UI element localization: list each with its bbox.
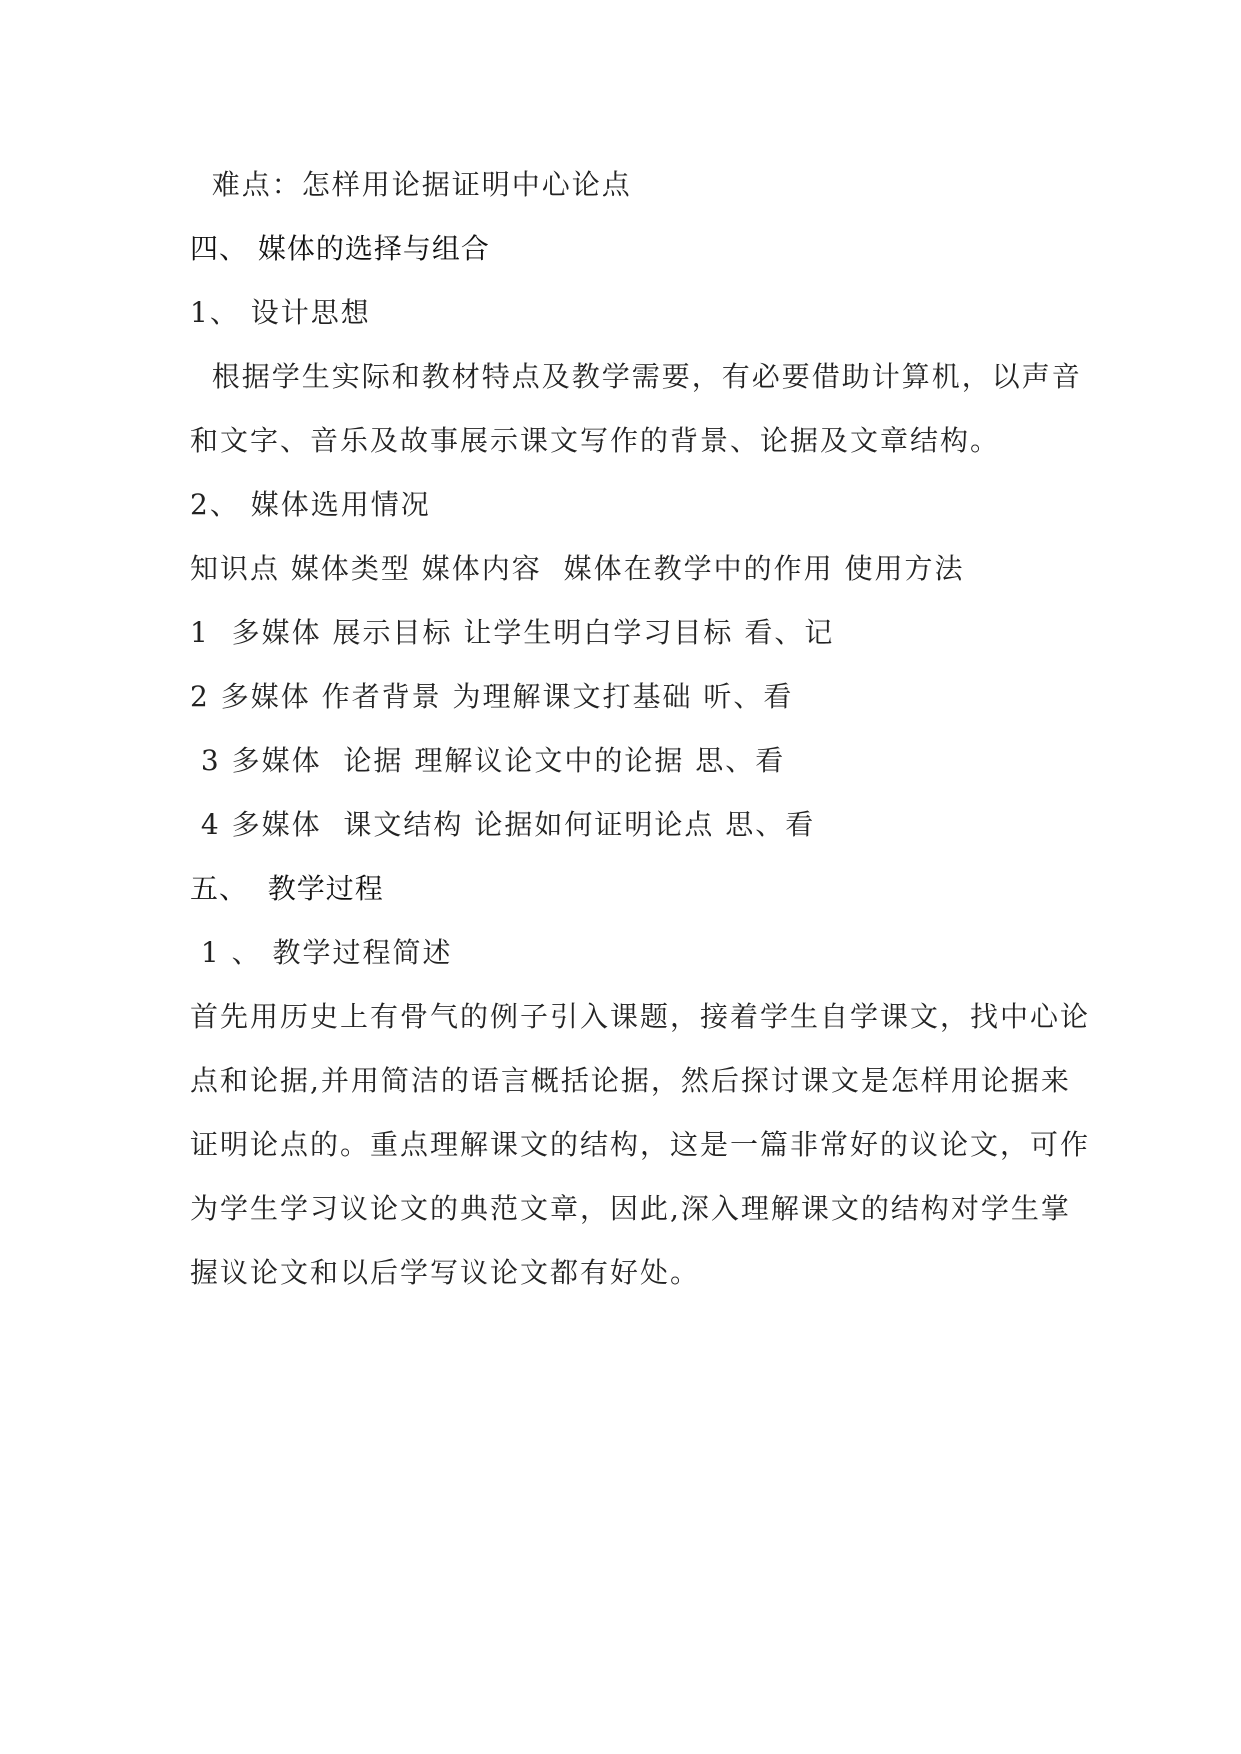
- paragraph-line: 证明论点的。重点理解课文的结构，这是一篇非常好的议论文，可作: [190, 1128, 1091, 1161]
- subheading-design-idea: 1、 设计思想: [190, 296, 371, 329]
- paragraph-line: 和文字、音乐及故事展示课文写作的背景、论据及文章结构。: [190, 424, 1001, 457]
- media-table-header: 知识点 媒体类型 媒体内容 媒体在教学中的作用 使用方法: [190, 552, 965, 585]
- media-table-row: 4 多媒体 课文结构 论据如何证明论点 思、看: [190, 808, 816, 841]
- subheading-media-usage: 2、 媒体选用情况: [190, 488, 431, 521]
- paragraph-line: 为学生学习议论文的典范文章，因此,深入理解课文的结构对学生掌: [190, 1192, 1071, 1225]
- media-table-row: 1 多媒体 展示目标 让学生明白学习目标 看、记: [190, 616, 835, 649]
- media-table-row: 2 多媒体 作者背景 为理解课文打基础 听、看: [190, 680, 794, 713]
- section-five-heading: 五、 教学过程: [190, 872, 384, 905]
- media-table-row: 3 多媒体 论据 理解议论文中的论据 思、看: [190, 744, 786, 777]
- paragraph-line: 首先用历史上有骨气的例子引入课题，接着学生自学课文，找中心论: [190, 1000, 1091, 1033]
- subheading-process-summary: 1 、 教学过程简述: [190, 936, 453, 969]
- section-four-heading: 四、 媒体的选择与组合: [190, 232, 490, 265]
- paragraph-line: 点和论据,并用简洁的语言概括论据，然后探讨课文是怎样用论据来: [190, 1064, 1071, 1097]
- paragraph-line: 握议论文和以后学写议论文都有好处。: [190, 1256, 701, 1289]
- paragraph-line: 根据学生实际和教材特点及教学需要，有必要借助计算机，以声音: [190, 360, 1082, 393]
- difficulty-line: 难点：怎样用论据证明中心论点: [190, 168, 632, 201]
